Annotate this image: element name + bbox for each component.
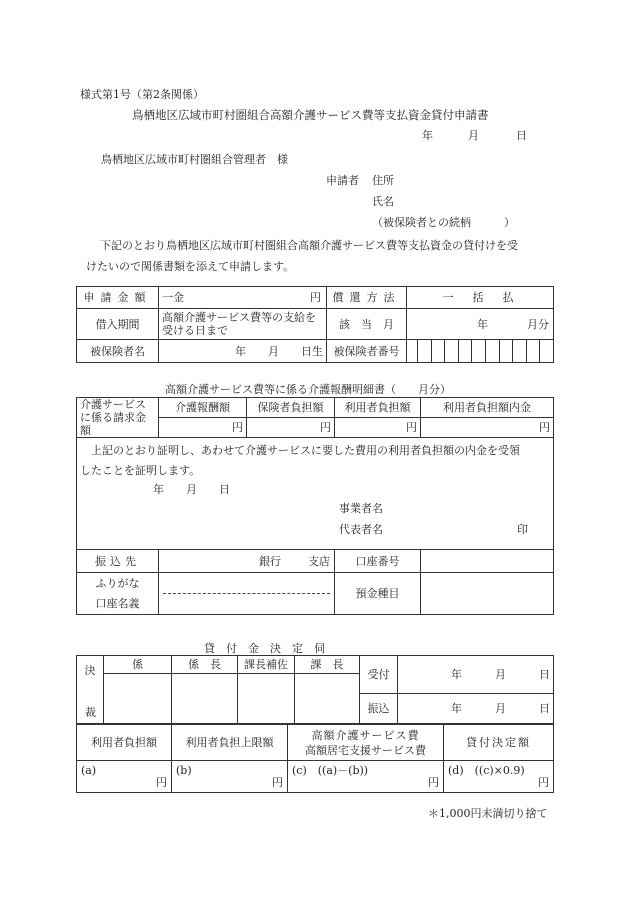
- uketsuke-date[interactable]: 年 月 日: [398, 656, 554, 694]
- deposit-type-field[interactable]: [421, 573, 554, 615]
- user-field[interactable]: 円: [335, 418, 421, 438]
- address-label: 住所: [372, 174, 394, 187]
- branch-label: 支店: [308, 555, 330, 568]
- repay-value: 一 括 払: [407, 287, 554, 309]
- c-label: (c) ((a)－(b)): [292, 764, 369, 777]
- footnote: ＊1,000円未満切り捨て: [428, 807, 548, 820]
- certification-block: [77, 438, 554, 550]
- kacho-stamp[interactable]: [295, 674, 360, 724]
- uketsuke-label: 受付: [360, 656, 398, 694]
- relation-label: （被保険者との続柄 ）: [372, 216, 515, 229]
- col-c-line1: 高額介護サービス費: [311, 728, 420, 742]
- transfer-label: 振込先: [77, 550, 159, 573]
- seal-mark: 印: [517, 523, 528, 536]
- a-label: (a): [81, 764, 97, 777]
- amount-yen: 円: [310, 291, 321, 304]
- account-number-field[interactable]: [421, 550, 554, 573]
- c-field[interactable]: [288, 761, 444, 793]
- representative-label: 代表者名: [339, 523, 383, 536]
- intro-line-2: けたいので関係書類を添えて申請します。: [86, 260, 295, 273]
- furikomi-label: 振込: [360, 694, 398, 724]
- period-desc: 高額介護サービス費等の支給を受ける日まで: [159, 309, 327, 340]
- col-c: [288, 725, 444, 761]
- col-user: 利用者負担額: [335, 398, 421, 418]
- a-field[interactable]: [77, 761, 172, 793]
- hosa-stamp[interactable]: [238, 674, 295, 724]
- amount-prefix: 一金: [162, 291, 184, 304]
- amount-field[interactable]: [159, 287, 327, 309]
- deposit-type-label: 預金種目: [335, 573, 421, 615]
- col-d: 貸付決定額: [444, 725, 554, 761]
- date-year: 年: [422, 129, 433, 142]
- period-label: 借入期間: [77, 309, 159, 340]
- a-yen: 円: [156, 776, 167, 789]
- applicant-label: 申請者: [326, 174, 359, 187]
- applicable-month-label: 該 当 月: [327, 309, 407, 340]
- furigana-divider: [163, 593, 330, 594]
- col-hosa: 課長補佐: [238, 656, 295, 674]
- addressee: 鳥栖地区広域市町村圏組合管理者 様: [101, 153, 288, 166]
- kessai-label: [77, 656, 104, 724]
- col-kacho: 課 長: [295, 656, 360, 674]
- bank-field[interactable]: [159, 550, 335, 573]
- statement-table: [76, 397, 554, 615]
- name-label: 氏名: [372, 195, 394, 208]
- account-number-label: 口座番号: [335, 550, 421, 573]
- repay-label: 償還方法: [327, 287, 407, 309]
- insured-birth-field[interactable]: 年 月 日生: [159, 340, 327, 363]
- user-inner-field[interactable]: 円: [421, 418, 554, 438]
- account-holder-label: 口座名義: [95, 596, 140, 610]
- c-yen: 円: [428, 776, 439, 789]
- date-day: 日: [516, 129, 527, 142]
- insured-number-field[interactable]: [407, 340, 554, 363]
- col-kakaricho: 係 長: [172, 656, 238, 674]
- col-b: 利用者負担上限額: [172, 725, 288, 761]
- col-fee: 介護報酬額: [159, 398, 247, 418]
- col-a: 利用者負担額: [77, 725, 172, 761]
- claim-label: 介護サービスに係る請求金額: [77, 398, 159, 438]
- business-label: 事業者名: [339, 502, 383, 515]
- d-yen: 円: [538, 776, 549, 789]
- page-title: 鳥栖地区広域市町村圏組合高額介護サービス費等支払資金貸付申請書: [132, 108, 489, 122]
- b-yen: 円: [272, 776, 283, 789]
- insurer-field[interactable]: 円: [247, 418, 335, 438]
- decision-title: 貸 付 金 決 定 伺: [204, 642, 325, 655]
- cert-line-1: 上記のとおり証明し、あわせて介護サービスに要した費用の利用者負担額の内金を受領: [91, 444, 520, 457]
- intro-line-1: 下記のとおり鳥栖地区広域市町村圏組合高額介護サービス費等支払資金の貸付けを受: [100, 239, 518, 252]
- col-user-inner: 利用者負担額内金: [421, 398, 554, 418]
- calculation-table: [76, 724, 554, 793]
- cert-line-2: したことを証明します。: [80, 464, 201, 477]
- amount-label: 申請金額: [77, 287, 159, 309]
- col-c-line2: 高額居宅支援サービス費: [305, 743, 426, 757]
- fee-field[interactable]: 円: [159, 418, 247, 438]
- bank-label: 銀行: [259, 555, 281, 568]
- col-kakari: 係: [104, 656, 172, 674]
- approval-table: [76, 655, 554, 724]
- furigana-label: ふりがな: [95, 576, 140, 590]
- applicable-month-field[interactable]: [407, 309, 554, 340]
- kessai-1: 決: [84, 664, 96, 677]
- applicable-year: 年: [477, 318, 488, 331]
- statement-title: 高額介護サービス費等に係る介護報酬明細書（ 月分）: [165, 383, 451, 396]
- d-label: (d) ((c)×0.9): [448, 764, 525, 777]
- account-name-field[interactable]: [159, 573, 335, 615]
- kakari-stamp[interactable]: [104, 674, 172, 724]
- d-field[interactable]: [444, 761, 554, 793]
- applicable-month: 月分: [527, 318, 549, 331]
- kessai-2: 裁: [85, 706, 96, 719]
- application-table: [76, 286, 554, 363]
- insured-name-label: 被保険者名: [77, 340, 159, 363]
- account-name-label: [77, 573, 159, 615]
- date-month: 月: [468, 129, 479, 142]
- b-field[interactable]: [172, 761, 288, 793]
- form-number: 様式第1号（第2条関係）: [80, 88, 204, 101]
- insured-number-label: 被保険者番号: [327, 340, 407, 363]
- furikomi-date[interactable]: 年 月 日: [398, 694, 554, 724]
- cert-date: 年 月 日: [153, 483, 230, 496]
- col-insurer: 保険者負担額: [247, 398, 335, 418]
- b-label: (b): [176, 764, 192, 777]
- kakaricho-stamp[interactable]: [172, 674, 238, 724]
